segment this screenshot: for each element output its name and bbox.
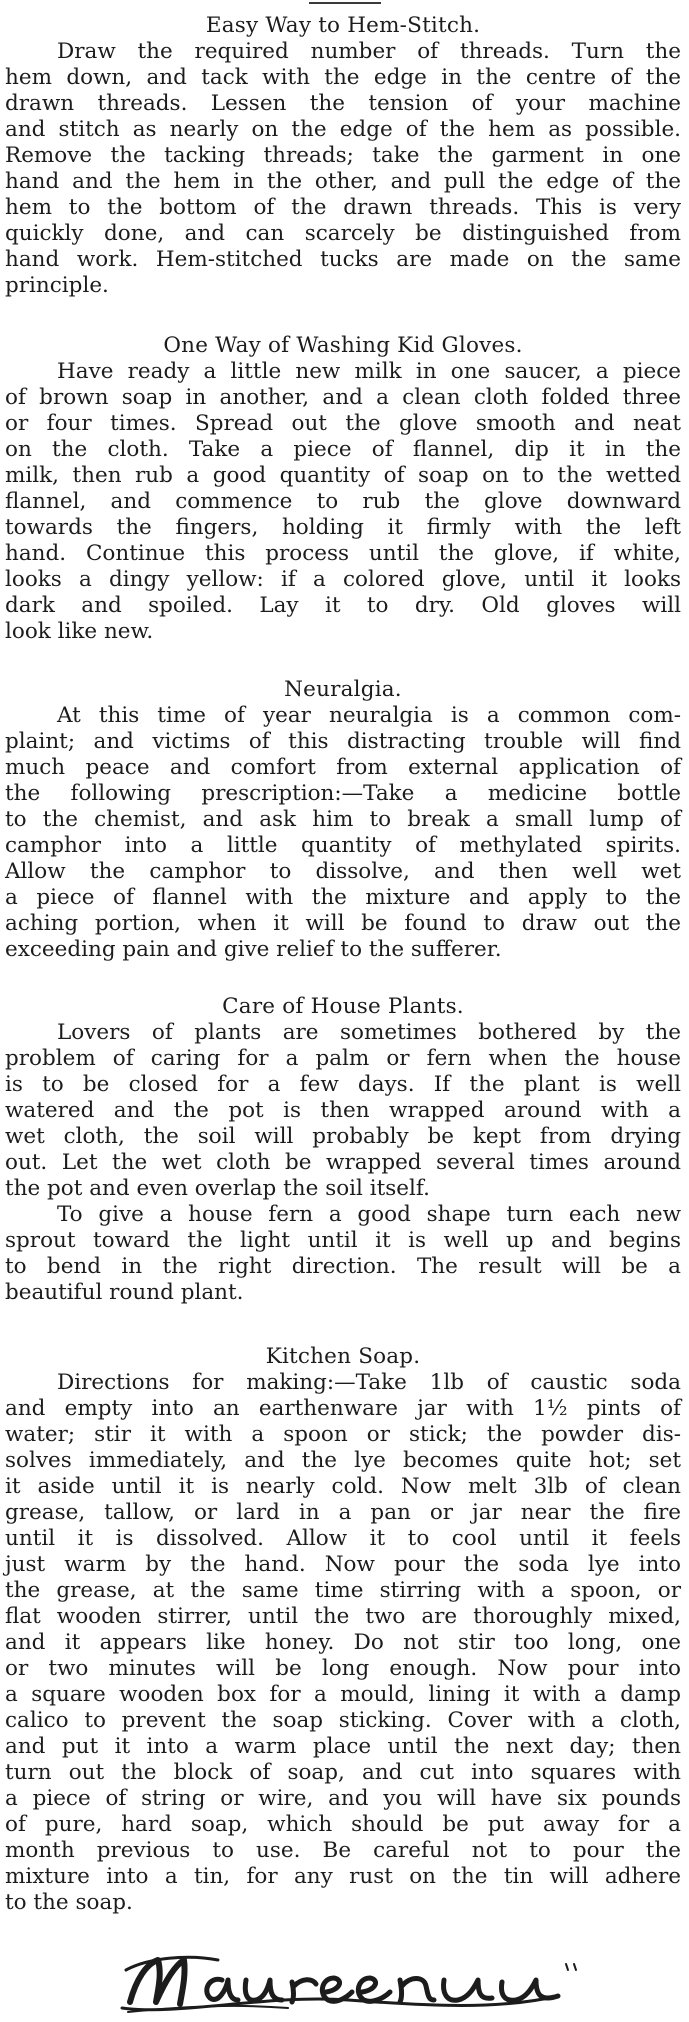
article-paragraph (5, 1020, 681, 1202)
article-heading: Neuralgia. (284, 677, 402, 702)
signature-graphic (118, 1950, 590, 2016)
text-line: milk, then rub a good quantity of soap on to the wetted (5, 463, 681, 488)
article-heading: Easy Way to Hem-Stitch. (205, 13, 481, 38)
text-line: just warm by the hand. Now pour the soda lye into (5, 1552, 681, 1577)
text-line: until it is dissolved. Allow it to cool until it feels (5, 1526, 681, 1551)
text-line: Directions for making:—Take 1lb of caustic soda (57, 1370, 681, 1395)
text-line: Draw the required number of threads. Turn the (57, 39, 681, 64)
article-paragraph (5, 359, 681, 645)
text-line: hand. Continue this process until the glove, if white, (5, 541, 681, 566)
article-house-plants (5, 993, 681, 1306)
text-line: Allow the camphor to dissolve, and then well wet (5, 859, 681, 884)
text-line: water; stir it with a spoon or stick; the powder dis- (5, 1422, 681, 1447)
text-line: wet cloth, the soil will probably be kept from drying (5, 1124, 681, 1149)
text-line: Remove the tacking threads; take the garment in one (5, 143, 681, 168)
text-line: turn out the block of soap, and cut into squares with (5, 1760, 681, 1785)
text-line: and put it into a warm place until the next day; then (5, 1734, 681, 1759)
article-paragraph (5, 1202, 681, 1306)
text-line: problem of caring for a palm or fern when the house (5, 1046, 681, 1071)
text-line: Lovers of plants are sometimes bothered by the (57, 1020, 681, 1045)
text-line: dark and spoiled. Lay it to dry. Old gloves will (5, 593, 681, 618)
article-hem-stitch (5, 12, 681, 299)
text-line: principle. (5, 273, 109, 298)
text-line: and stitch as nearly on the edge of the hem as possible. (5, 117, 681, 142)
text-line: watered and the pot is then wrapped around with a (5, 1098, 681, 1123)
text-line: towards the fingers, holding it firmly with the left (5, 515, 681, 540)
text-line: looks a dingy yellow: if a colored glove, until it looks (5, 567, 681, 592)
text-line: hand work. Hem-stitched tucks are made on the same (5, 247, 681, 272)
text-line: of pure, hard soap, which should be put away for a (5, 1812, 681, 1837)
text-line: solves immediately, and the lye becomes quite hot; set (5, 1448, 681, 1473)
text-line: and it appears like honey. Do not stir too long, one (5, 1630, 681, 1655)
text-line: mixture into a tin, for any rust on the tin will adhere (5, 1864, 681, 1889)
text-line: is to be closed for a few days. If the plant is well (5, 1072, 681, 1097)
text-line: hem down, and tack with the edge in the centre of the (5, 65, 681, 90)
text-line: look like new. (5, 619, 154, 644)
text-line: calico to prevent the soap sticking. Cover with a cloth, (5, 1708, 681, 1733)
text-line: flat wooden stirrer, until the two are thoroughly mixed, (5, 1604, 681, 1629)
article-heading: Kitchen Soap. (265, 1344, 421, 1369)
text-line: drawn threads. Lessen the tension of your machine (5, 91, 681, 116)
text-line: hand and the hem in the other, and pull the edge of the (5, 169, 681, 194)
article-paragraph (5, 1370, 681, 1916)
text-line: the grease, at the same time stirring with a spoon, or (5, 1578, 681, 1603)
article-paragraph (5, 39, 681, 299)
article-kitchen-soap (5, 1343, 681, 1916)
text-line: much peace and comfort from external application of (5, 755, 681, 780)
text-line: month previous to use. Be careful not to pour the (5, 1838, 681, 1863)
text-line: on the cloth. Take a piece of flannel, dip it in the (5, 437, 681, 462)
article-neuralgia (5, 676, 681, 963)
text-line: a square wooden box for a mould, lining it with a damp (5, 1682, 681, 1707)
top-rule (309, 2, 381, 4)
text-line: beautiful round plant. (5, 1280, 244, 1305)
text-line: Have ready a little new milk in one saucer, a piece (57, 359, 681, 384)
text-line: a piece of string or wire, and you will have six pounds (5, 1786, 681, 1811)
text-line: flannel, and commence to rub the glove downward (5, 489, 681, 514)
text-line: to bend in the right direction. The result will be a (5, 1254, 681, 1279)
text-line: the pot and even overlap the soil itself. (5, 1176, 430, 1201)
text-line: At this time of year neuralgia is a common com- (57, 703, 681, 728)
text-line: of brown soap in another, and a clean cloth folded three (5, 385, 681, 410)
text-line: camphor into a little quantity of methylated spirits. (5, 833, 681, 858)
text-line: sprout toward the light until it is well up and begins (5, 1228, 681, 1253)
article-heading: One Way of Washing Kid Gloves. (163, 333, 523, 358)
text-line: to the chemist, and ask him to break a small lump of (5, 807, 681, 832)
text-line: a piece of flannel with the mixture and apply to the (5, 885, 681, 910)
text-line: to the soap. (5, 1890, 133, 1915)
text-line: To give a house fern a good shape turn each new (57, 1202, 681, 1227)
text-line: or two minutes will be long enough. Now pour into (5, 1656, 681, 1681)
text-line: aching portion, when it will be found to draw out the (5, 911, 681, 936)
text-line: quickly done, and can scarcely be distinguished from (5, 221, 681, 246)
text-line: plaint; and victims of this distracting trouble will find (5, 729, 681, 754)
text-line: exceeding pain and give relief to the sufferer. (5, 937, 502, 962)
article-kid-gloves (5, 332, 681, 645)
article-paragraph (5, 703, 681, 963)
text-line: out. Let the wet cloth be wrapped several times around (5, 1150, 681, 1175)
text-line: or four times. Spread out the glove smooth and neat (5, 411, 681, 436)
text-line: hem to the bottom of the drawn threads. This is very (5, 195, 681, 220)
text-line: the following prescription:—Take a medicine bottle (5, 781, 681, 806)
text-line: grease, tallow, or lard in a pan or jar near the fire (5, 1500, 681, 1525)
text-line: and empty into an earthenware jar with 1½ pints of (5, 1396, 681, 1421)
text-line: it aside until it is nearly cold. Now melt 3lb of clean (5, 1474, 681, 1499)
article-heading: Care of House Plants. (222, 994, 464, 1019)
